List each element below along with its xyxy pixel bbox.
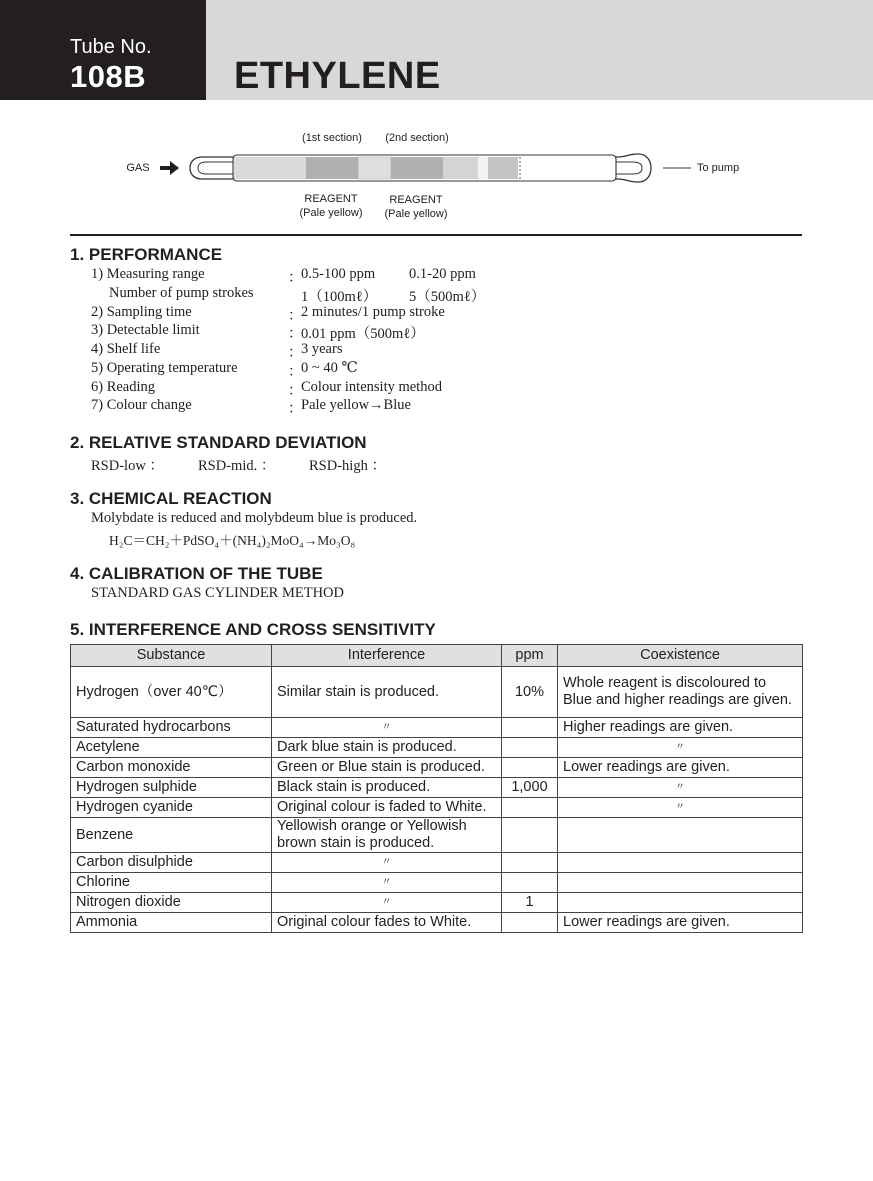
cell-ppm [502, 758, 558, 778]
rsd-title: 2. RELATIVE STANDARD DEVIATION [70, 433, 367, 452]
reagent1-line1: REAGENT [304, 193, 358, 205]
cell-ppm [502, 873, 558, 893]
interference-table-grid [70, 644, 803, 933]
perf-colon: ： [288, 364, 303, 380]
reaction-description: Molybdate is reduced and molybdeum blue is produced. [91, 510, 418, 526]
table-row [71, 778, 803, 798]
cell-substance: Chlorine [71, 873, 272, 893]
packing-gap [478, 157, 488, 179]
reagent2-line1: REAGENT [389, 194, 443, 206]
detector-tube-diagram [188, 152, 654, 184]
tube-inlet-tip [198, 162, 233, 174]
cell-interference: Dark blue stain is produced. [272, 738, 502, 758]
table-row [71, 913, 803, 933]
cell-ppm [502, 913, 558, 933]
tube-number-box [0, 0, 206, 100]
table-row [71, 798, 803, 818]
perf-label: 3) Detectable limit [91, 322, 200, 338]
rsd-mid: RSD-mid. ： [198, 458, 276, 474]
perf-colon: ： [288, 383, 303, 399]
pump-line [663, 166, 691, 170]
perf-value: 2 minutes/1 pump stroke [301, 304, 445, 320]
perf-colon: ： [288, 270, 303, 286]
packing-plug-2 [443, 157, 478, 179]
calibration-method: STANDARD GAS CYLINDER METHOD [91, 585, 344, 601]
tube-outlet-tip [616, 162, 642, 174]
perf-label: 6) Reading [91, 379, 156, 395]
section-divider [70, 234, 802, 236]
perf-colon: ： [288, 345, 303, 361]
table-row [71, 853, 803, 873]
perf-label: 1) Measuring range [91, 266, 205, 282]
perf-label: 4) Shelf life [91, 341, 161, 357]
cell-interference: 〃 [272, 853, 502, 873]
cell-ppm: 10% [502, 667, 558, 718]
pump-label: To pump [697, 162, 740, 174]
separator-1 [358, 157, 391, 179]
perf-label: 7) Colour change [91, 397, 192, 413]
perf-label: Number of pump strokes [109, 285, 254, 301]
perf-label: 5) Operating temperature [91, 360, 238, 376]
perf-value-2: 5（500mℓ） [409, 289, 486, 305]
perf-value: 0.01 ppm（500mℓ） [301, 326, 425, 342]
reagent-section-1 [306, 157, 358, 179]
cell-ppm: 1,000 [502, 778, 558, 798]
table-row [71, 718, 803, 738]
cell-coexistence: 〃 [558, 778, 803, 798]
gas-label: GAS [126, 162, 150, 174]
tube-label: Tube No. [70, 36, 152, 58]
cell-ppm [502, 798, 558, 818]
cell-interference: Original colour fades to White. [272, 913, 502, 933]
table-row [71, 893, 803, 913]
cell-coexistence: Lower readings are given. [558, 913, 803, 933]
perf-value: 3 years [301, 341, 343, 357]
cell-coexistence [558, 893, 803, 913]
cell-interference: Original colour is faded to White. [272, 798, 502, 818]
cell-substance: Acetylene [71, 738, 272, 758]
cell-interference: 〃 [272, 718, 502, 738]
rsd-low: RSD-low ： [91, 458, 164, 474]
cell-interference: Black stain is produced. [272, 778, 502, 798]
table-header-row [71, 645, 803, 667]
cell-coexistence [558, 853, 803, 873]
cell-interference: Yellowish orange or Yellowish brown stain is produced. [272, 818, 502, 853]
section2-label: (2nd section) [385, 132, 449, 144]
cell-ppm [502, 718, 558, 738]
perf-value-2: 0.1-20 ppm [409, 266, 476, 282]
cell-substance: Carbon monoxide [71, 758, 272, 778]
cell-substance: Hydrogen cyanide [71, 798, 272, 818]
cell-interference: Similar stain is produced. [272, 667, 502, 718]
perf-colon: ： [288, 308, 303, 324]
col-header-ppm: ppm [502, 645, 558, 667]
perf-value: 0.5-100 ppm [301, 266, 376, 282]
cell-ppm [502, 738, 558, 758]
cell-coexistence [558, 818, 803, 853]
cell-substance: Ammonia [71, 913, 272, 933]
cell-coexistence: Whole reagent is discoloured to Blue and higher readings are given. [558, 667, 803, 718]
perf-value: 1（100mℓ） [301, 289, 378, 305]
perf-colon: ： [288, 326, 303, 342]
cell-ppm [502, 853, 558, 873]
perf-value: Colour intensity method [301, 379, 442, 395]
cell-substance: Hydrogen sulphide [71, 778, 272, 798]
cell-coexistence: Lower readings are given. [558, 758, 803, 778]
cell-coexistence: 〃 [558, 798, 803, 818]
cell-substance: Carbon disulphide [71, 853, 272, 873]
section1-label: (1st section) [302, 132, 362, 144]
table-row [71, 667, 803, 718]
reagent-section-2 [391, 157, 443, 179]
tube-number: 108B [70, 59, 147, 94]
table-row [71, 818, 803, 853]
reaction-equation: H₂C＝CH₂＋PdSO₄＋(NH₄)₂MoO₄→Mo₃O₈ [109, 533, 356, 548]
perf-value: Pale yellow→Blue [301, 397, 411, 413]
col-header-interference: Interference [272, 645, 502, 667]
cell-interference: 〃 [272, 873, 502, 893]
packing-plug-1 [234, 157, 306, 179]
cell-substance: Hydrogen（over 40℃） [71, 667, 272, 718]
perf-value: 0 ~ 40 ℃ [301, 360, 358, 376]
cell-substance: Saturated hydrocarbons [71, 718, 272, 738]
cell-coexistence [558, 873, 803, 893]
perf-colon: ： [288, 401, 303, 417]
reagent2-line2: (Pale yellow) [384, 208, 448, 220]
cell-ppm [502, 818, 558, 853]
reagent1-label [295, 192, 367, 220]
packing-plug-3 [488, 157, 518, 179]
arrow-right-icon [160, 160, 180, 176]
cell-interference: 〃 [272, 893, 502, 913]
col-header-coexistence: Coexistence [558, 645, 803, 667]
cell-coexistence: Higher readings are given. [558, 718, 803, 738]
interference-title: 5. INTERFERENCE AND CROSS SENSITIVITY [70, 620, 436, 639]
col-header-substance: Substance [71, 645, 272, 667]
cell-coexistence: 〃 [558, 738, 803, 758]
rsd-high: RSD-high ： [309, 458, 386, 474]
reagent2-label [380, 193, 452, 221]
table-row [71, 758, 803, 778]
table-row [71, 873, 803, 893]
cell-substance: Nitrogen dioxide [71, 893, 272, 913]
table-row [71, 738, 803, 758]
reaction-title: 3. CHEMICAL REACTION [70, 489, 272, 508]
page-title: ETHYLENE [234, 55, 441, 97]
interference-table [70, 644, 802, 933]
reagent1-line2: (Pale yellow) [299, 207, 363, 219]
perf-label: 2) Sampling time [91, 304, 192, 320]
cell-ppm: 1 [502, 893, 558, 913]
cell-substance: Benzene [71, 818, 272, 853]
calibration-title: 4. CALIBRATION OF THE TUBE [70, 564, 323, 583]
performance-title: 1. PERFORMANCE [70, 245, 223, 264]
cell-interference: Green or Blue stain is produced. [272, 758, 502, 778]
